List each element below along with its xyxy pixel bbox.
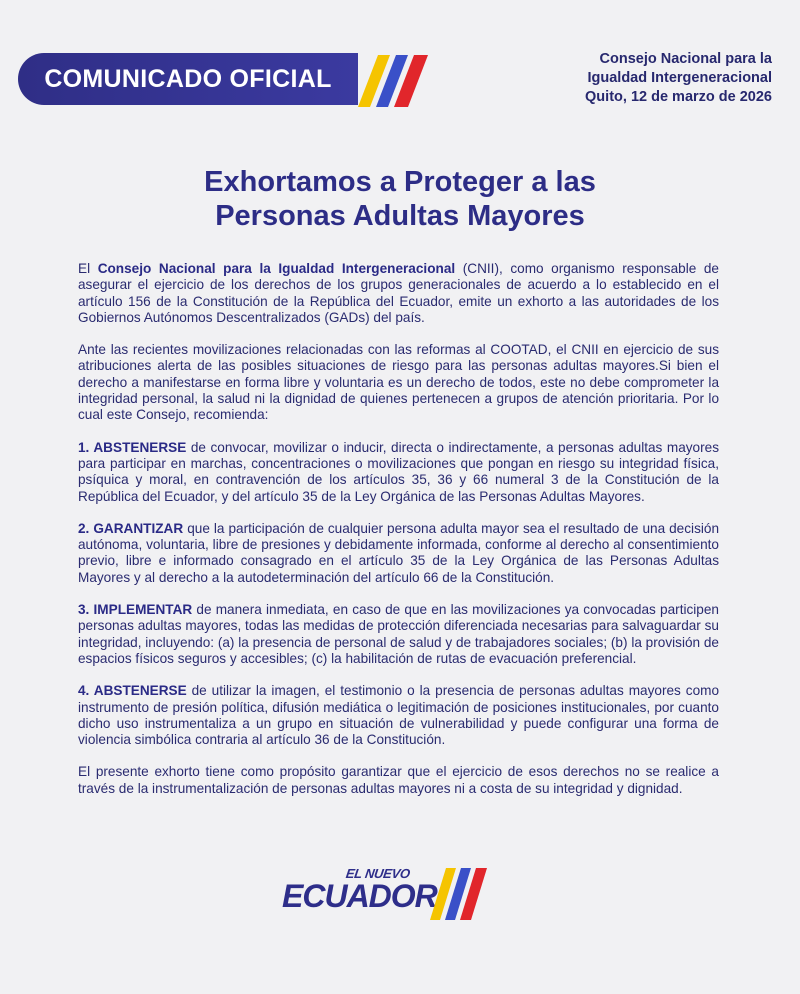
recommendation-4 xyxy=(78,683,719,748)
recommendation-1 xyxy=(78,440,719,505)
flag-stripes-icon xyxy=(356,55,436,107)
recommendation-4-text: de utilizar la imagen, el testimonio o la presencia de personas adultas mayores como instrumento de presión política, difusión mediática o legitimación de posiciones institucionales, por cuanto dicho uso instrumentaliza a un grupo en situación de vulnerabilidad y puede configurar una forma de violencia simbólica contraria al artículo 36 de la Constitución. xyxy=(78,683,720,748)
title-line2: Personas Adultas Mayores xyxy=(215,200,585,232)
recommendation-2 xyxy=(78,521,719,586)
org-name-line1: Consejo Nacional para la xyxy=(599,51,772,67)
banner-label: COMUNICADO OFICIAL xyxy=(44,64,332,93)
logo-small-text: EL NUEVO xyxy=(344,866,411,881)
org-name-line2: Igualdad Intergeneracional xyxy=(587,70,772,86)
recommendation-3-heading: 3. IMPLEMENTAR xyxy=(78,602,193,618)
document-body xyxy=(78,261,719,813)
intro-prefix: El xyxy=(78,261,98,276)
page-title xyxy=(0,165,800,233)
recommendation-3 xyxy=(78,602,719,667)
location-date: Quito, 12 de marzo de 2026 xyxy=(585,89,772,105)
recommendation-1-text: de convocar, movilizar o inducir, directa o indirectamente, a personas adultas mayores para participar en marchas, concentraciones o movilizaciones que pongan en riesgo su integridad física, psíquica y moral, en contravención de los artículos 35, 36 y 66 numeral 3 de la Constitución de la República del Ecuador, y del artículo 35 de la Ley Orgánica de las Personas Adultas Mayores. xyxy=(78,439,720,504)
recommendation-2-text: que la participación de cualquier persona adulta mayor sea el resultado de una decisión autónoma, voluntaria, libre de presiones y debidamente informada, conforme al derecho al consentimiento previo, libre e informado consagrado en el artículo 35 de la Ley Orgánica de las Personas Adultas Mayores y al derecho a la autodeterminación del artículo 66 de la Constitución. xyxy=(78,520,720,585)
recommendation-1-heading: 1. ABSTENERSE xyxy=(78,439,187,455)
official-communique-banner xyxy=(18,53,358,105)
context-paragraph: Ante las recientes movilizaciones relacionadas con las reformas al COOTAD, el CNII en ejercicio de sus atribuciones alerta de las posibles situaciones de riesgo para las personas adultas mayores.Si bien el derecho a manifestarse en forma libre y voluntaria es un derecho de todos, este no debe comprometer la integridad personal, la salud ni la dignidad de quienes pertenecen a grupos de atención prioritaria. Por lo cual este Consejo, recomienda: xyxy=(78,342,719,423)
closing-paragraph: El presente exhorto tiene como propósito garantizar que el ejercicio de esos derechos no se realice a través de la instrumentalización de personas adultas mayores ni a costa de su integridad y dignidad. xyxy=(78,764,719,796)
title-line1: Exhortamos a Proteger a las xyxy=(204,166,596,198)
intro-rest: (CNII), como organismo responsable de asegurar el ejercicio de los derechos de los grupos generacionales de acuerdo a lo establecido en el artículo 156 de la Constitución de la República del Ecuador, emite un exhorto a las autoridades de los Gobiernos Autónomos Descentralizados (GADs) del país. xyxy=(78,261,719,325)
recommendation-3-text: de manera inmediata, en caso de que en las movilizaciones ya convocadas participen personas adultas mayores, todas las medidas de protección diferenciada necesarias para salvaguardar su integridad, incluyendo: (a) la presencia de personal de salud y de trabajadores sociales; (b) la provisión de espacios físicos seguros y accesibles; (c) la habilitación de rutas de evacuación preferencial. xyxy=(78,602,719,666)
logo-stripes-icon xyxy=(430,868,492,920)
council-name: Consejo Nacional para la Igualdad Intergeneracional xyxy=(97,261,456,276)
issuer-block xyxy=(512,50,772,107)
el-nuevo-ecuador-logo xyxy=(280,866,510,926)
intro-paragraph xyxy=(78,261,719,326)
logo-big-text: ECUADOR xyxy=(282,878,437,914)
recommendation-4-heading: 4. ABSTENERSE xyxy=(78,683,187,699)
recommendation-2-heading: 2. GARANTIZAR xyxy=(78,520,184,536)
